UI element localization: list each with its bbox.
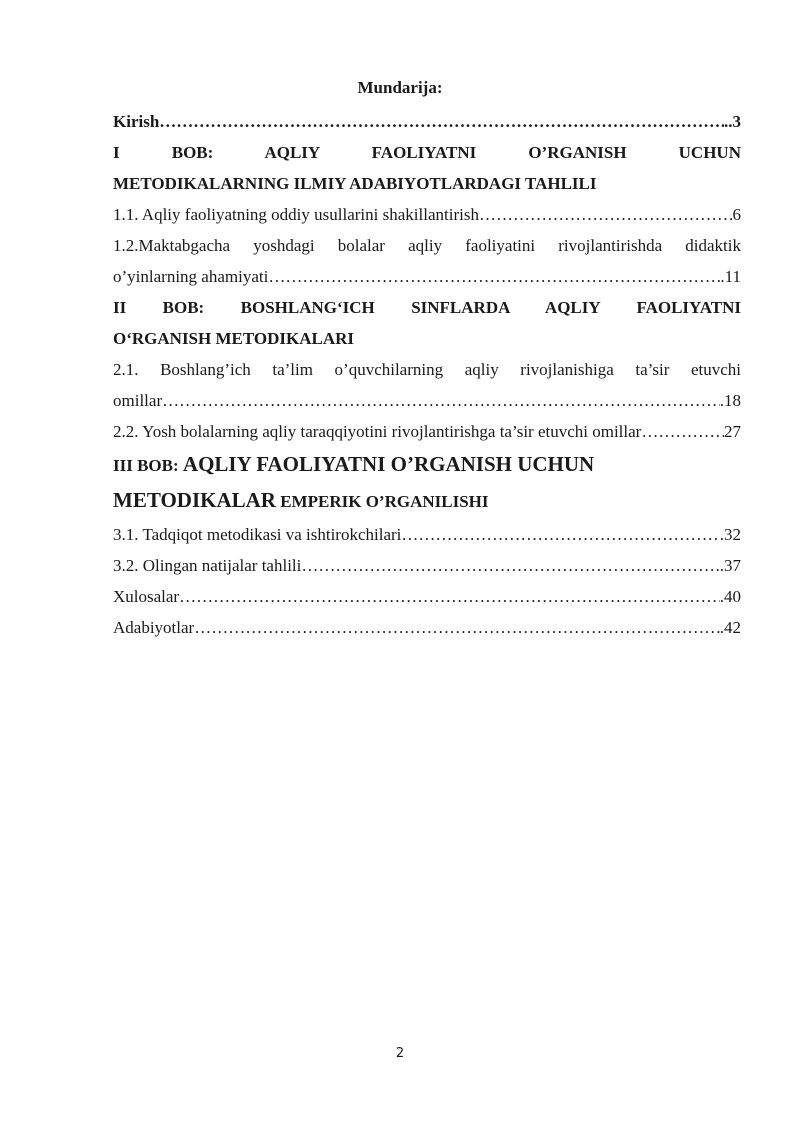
toc-title: Mundarija: xyxy=(357,78,443,97)
toc-entry-intro[interactable] xyxy=(113,106,741,137)
toc-entry-references[interactable] xyxy=(113,612,741,643)
toc-entry-2-2[interactable] xyxy=(113,416,741,447)
toc-entry-page: .11 xyxy=(720,267,741,286)
toc-entry-text: 3.2. Olingan natijalar tahlili xyxy=(113,556,302,575)
chapter-2-heading-line-2[interactable]: O‘RGANISH METODIKALARI xyxy=(113,329,355,348)
toc-entry-2-1[interactable] xyxy=(113,385,741,416)
toc-entry-page: 27 xyxy=(724,422,741,441)
toc-entry-page: .42 xyxy=(719,618,741,637)
dot-leader xyxy=(179,581,720,612)
toc-entry-text: omillar xyxy=(113,391,163,410)
toc-entry-text: Xulosalar xyxy=(113,587,180,606)
toc-entry-3-1[interactable] xyxy=(113,519,741,550)
dot-leader xyxy=(401,519,719,550)
toc-entry-1-2[interactable] xyxy=(113,261,741,292)
dot-leader xyxy=(641,416,724,447)
toc-entry-text: 3.1. Tadqiqot metodikasi va ishtirokchilari xyxy=(113,525,402,544)
toc-entry-3-2[interactable] xyxy=(113,550,741,581)
chapter-3-title-part-2: METODIKALAR xyxy=(113,488,276,512)
toc-entry-text: Adabiyotlar xyxy=(113,618,195,637)
chapter-1-heading-line-2[interactable]: METODIKALARNING ILMIY ADABIYOTLARDAGI TAHLILI xyxy=(113,174,597,193)
chapter-1-heading-line-1[interactable]: I BOB: AQLIY FAOLIYATNI O’RGANISH UCHUN xyxy=(113,143,741,162)
dot-leader xyxy=(268,261,720,292)
toc-entry-text: 1.1. Aqliy faoliyatning oddiy usullarini shakillantirish xyxy=(113,205,479,224)
chapter-3-title-part-3: EMPERIK O’RGANILISHI xyxy=(280,492,489,511)
toc-entry-page: .32 xyxy=(719,525,741,544)
chapter-3-title-part-1: AQLIY FAOLIYATNI O’RGANISH UCHUN xyxy=(182,452,595,476)
toc-entry-page: ..37 xyxy=(715,556,741,575)
toc-entry-page: .40 xyxy=(719,587,741,606)
toc-entry-text: o’yinlarning ahamiyati xyxy=(113,267,269,286)
toc-entry-1-1[interactable] xyxy=(113,199,741,230)
toc-entry-page: .18 xyxy=(719,391,741,410)
chapter-3-prefix: III BOB: xyxy=(113,456,179,475)
dot-leader xyxy=(194,612,720,643)
toc-entry-conclusion[interactable] xyxy=(113,581,741,612)
page-number: 2 xyxy=(395,1046,405,1061)
toc-entry-text: 2.2. Yosh bolalarning aqliy taraqqiyotini rivojlantirishga ta’sir etuvchi omillar xyxy=(113,422,642,441)
table-of-contents xyxy=(113,106,741,643)
dot-leader xyxy=(162,385,720,416)
toc-entry-2-1-line-1[interactable]: 2.1. Boshlang’ich ta’lim o’quvchilarning aqliy rivojlanishiga ta’sir etuvchi xyxy=(113,360,741,379)
dot-leader xyxy=(301,550,715,581)
toc-entry-text: Kirish xyxy=(113,112,160,131)
toc-entry-page: ..3 xyxy=(724,112,741,131)
chapter-3-heading-line-2[interactable] xyxy=(113,483,741,519)
toc-entry-page: 6 xyxy=(732,205,741,224)
dot-leader xyxy=(159,106,724,137)
toc-entry-1-2-line-1[interactable]: 1.2.Maktabgacha yoshdagi bolalar aqliy faoliyatini rivojlantirishda didaktik xyxy=(113,236,741,255)
chapter-2-heading-line-1[interactable]: II BOB: BOSHLANG‘ICH SINFLARDA AQLIY FAOLIYATNI xyxy=(113,298,741,317)
dot-leader xyxy=(479,199,733,230)
chapter-3-heading-line-1[interactable] xyxy=(113,447,741,483)
